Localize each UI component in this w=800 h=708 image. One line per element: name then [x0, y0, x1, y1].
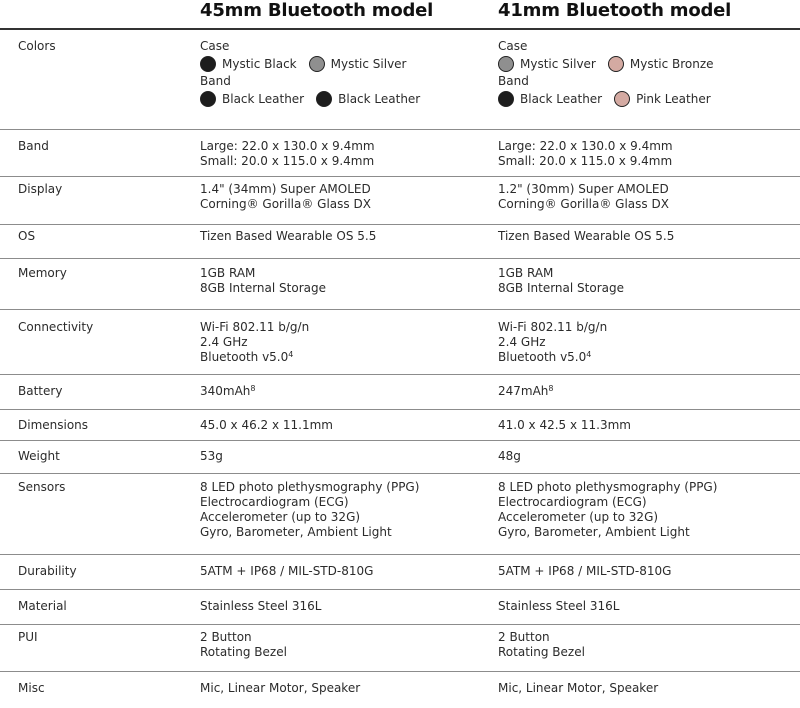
spec-text: 2 Button — [200, 630, 252, 644]
color-name: Mystic Silver — [520, 56, 596, 71]
band-label: Band — [498, 74, 529, 88]
spec-label: Memory — [18, 266, 67, 280]
spec-value-line — [498, 564, 671, 579]
spec-value-line — [200, 630, 287, 645]
spec-value-line — [200, 480, 419, 495]
spec-value-line — [498, 681, 658, 696]
spec-value-model1 — [200, 599, 321, 614]
color-name: Black Leather — [338, 91, 421, 106]
spec-text: 48g — [498, 449, 521, 463]
spec-row-os — [0, 225, 800, 259]
color-name: Mystic Silver — [330, 56, 407, 71]
case-swatches — [200, 54, 432, 74]
spec-value-model2 — [498, 480, 717, 540]
spec-value-line — [200, 139, 375, 154]
color-swatch-icon — [498, 56, 514, 72]
spec-value-line — [200, 681, 360, 696]
spec-row-material — [0, 590, 800, 625]
band-swatches — [498, 89, 726, 109]
color-swatch-icon — [614, 91, 630, 107]
spec-value-model1 — [200, 449, 223, 464]
spec-value-line — [200, 449, 223, 464]
spec-value-model1 — [200, 480, 419, 540]
spec-value-line — [498, 154, 673, 169]
spec-text: Small: 20.0 x 115.0 x 9.4mm — [498, 154, 673, 168]
spec-value-line — [498, 449, 521, 464]
spec-value-model1 — [200, 229, 376, 244]
spec-value-model2 — [498, 681, 658, 696]
spec-text: 5ATM + IP68 / MIL-STD-810G — [498, 564, 672, 578]
spec-text: 340mAh — [200, 384, 251, 398]
spec-value-line — [498, 182, 669, 197]
spec-value-model2 — [498, 182, 669, 212]
spec-row-weight — [0, 441, 800, 474]
spec-text: 1GB RAM — [200, 266, 256, 280]
spec-row-connectivity — [0, 310, 800, 375]
spec-text: Large: 22.0 x 130.0 x 9.4mm — [498, 139, 673, 153]
spec-value-model2 — [498, 418, 631, 433]
spec-value-model2 — [498, 139, 673, 169]
spec-value-model1 — [200, 139, 375, 169]
spec-row-band — [0, 130, 800, 177]
spec-value-line — [200, 384, 256, 399]
spec-value-line — [498, 645, 585, 660]
footnote-marker: 8 — [548, 384, 554, 393]
spec-text: Corning® Gorilla® Glass DX — [498, 197, 669, 211]
spec-value-line — [498, 525, 717, 540]
spec-text: Tizen Based Wearable OS 5.5 — [498, 229, 675, 243]
spec-text: Electrocardiogram (ECG) — [498, 495, 647, 509]
spec-row-durability — [0, 555, 800, 590]
spec-value-model2 — [498, 320, 607, 365]
spec-value-line — [498, 599, 619, 614]
spec-row-pui — [0, 625, 800, 672]
spec-value-line — [498, 630, 585, 645]
spec-label: Colors — [18, 39, 56, 53]
spec-value-line — [498, 495, 717, 510]
color-swatch-icon — [498, 91, 514, 107]
spec-text: 45.0 x 46.2 x 11.1mm — [200, 418, 333, 432]
spec-value-model2 — [498, 564, 671, 579]
spec-value-line — [200, 599, 321, 614]
spec-text: Corning® Gorilla® Glass DX — [200, 197, 371, 211]
spec-value-line — [498, 197, 669, 212]
model-title-45mm: 45mm Bluetooth model — [200, 0, 434, 21]
spec-label: Battery — [18, 384, 63, 398]
spec-value-model2 — [498, 266, 624, 296]
spec-label: Connectivity — [18, 320, 94, 334]
case-label: Case — [200, 39, 230, 53]
footnote-marker: 4 — [288, 350, 294, 359]
spec-text: Wi-Fi 802.11 b/g/n — [200, 320, 310, 334]
spec-text: Stainless Steel 316L — [498, 599, 620, 613]
spec-value-line — [200, 182, 371, 197]
color-option — [614, 91, 711, 107]
color-option — [200, 91, 304, 107]
spec-value-model1 — [200, 418, 333, 433]
spec-text: Bluetooth v5.0 — [498, 350, 587, 364]
spec-text: 2.4 GHz — [200, 335, 248, 349]
spec-text: Rotating Bezel — [498, 645, 585, 659]
spec-value-line — [498, 480, 717, 495]
spec-value-line — [200, 525, 419, 540]
color-swatch-icon — [608, 56, 624, 72]
spec-label: Material — [18, 599, 67, 613]
band-swatches — [200, 89, 432, 109]
spec-text: 1.4" (34mm) Super AMOLED — [200, 182, 371, 196]
case-label: Case — [498, 39, 528, 53]
spec-rows — [0, 130, 800, 708]
spec-label: OS — [18, 229, 36, 243]
spec-table — [0, 30, 800, 708]
spec-text: 8GB Internal Storage — [498, 281, 624, 295]
spec-text: Accelerometer (up to 32G) — [498, 510, 659, 524]
spec-value-model2 — [498, 384, 554, 399]
spec-value-line — [498, 281, 624, 296]
spec-value-line — [498, 139, 673, 154]
color-option — [608, 56, 714, 72]
spec-row-battery — [0, 375, 800, 410]
spec-label: Dimensions — [18, 418, 89, 432]
color-swatch-icon — [200, 56, 216, 72]
spec-value-line — [498, 266, 624, 281]
spec-value-line — [200, 495, 419, 510]
spec-value-line — [200, 418, 333, 433]
spec-value-model2 — [498, 229, 674, 244]
color-option — [316, 91, 420, 107]
color-option — [498, 91, 602, 107]
spec-text: Rotating Bezel — [200, 645, 287, 659]
spec-value-model1 — [200, 681, 360, 696]
spec-value-line — [200, 564, 373, 579]
spec-text: Gyro, Barometer, Ambient Light — [200, 525, 392, 539]
spec-label: Display — [18, 182, 63, 196]
spec-text: 8GB Internal Storage — [200, 281, 326, 295]
footnote-marker: 4 — [586, 350, 592, 359]
spec-value-line — [498, 350, 607, 365]
spec-text: Electrocardiogram (ECG) — [200, 495, 349, 509]
spec-text: Bluetooth v5.0 — [200, 350, 289, 364]
spec-text: 1GB RAM — [498, 266, 554, 280]
spec-text: 41.0 x 42.5 x 11.3mm — [498, 418, 631, 432]
spec-text: Small: 20.0 x 115.0 x 9.4mm — [200, 154, 375, 168]
spec-value-line — [498, 510, 717, 525]
spec-text: 5ATM + IP68 / MIL-STD-810G — [200, 564, 374, 578]
spec-text: 247mAh — [498, 384, 549, 398]
color-option — [200, 56, 297, 72]
spec-text: Accelerometer (up to 32G) — [200, 510, 361, 524]
spec-text: 53g — [200, 449, 223, 463]
color-name: Mystic Black — [222, 56, 297, 71]
spec-text: 8 LED photo plethysmography (PPG) — [200, 480, 420, 494]
spec-value-line — [200, 320, 309, 335]
spec-row-display — [0, 177, 800, 225]
footnote-marker: 8 — [250, 384, 256, 393]
spec-value-line — [498, 320, 607, 335]
spec-label: Misc — [18, 681, 45, 695]
color-name: Black Leather — [222, 91, 305, 106]
spec-value-line — [200, 154, 375, 169]
spec-value-line — [498, 384, 554, 399]
spec-label: Sensors — [18, 480, 66, 494]
spec-value-line — [200, 645, 287, 660]
spec-value-model1 — [200, 182, 371, 212]
spec-value-model2 — [498, 599, 619, 614]
spec-value-model1 — [200, 384, 256, 399]
spec-text: 2.4 GHz — [498, 335, 546, 349]
color-option — [498, 56, 596, 72]
spec-value-line — [200, 197, 371, 212]
spec-value-model1 — [200, 320, 309, 365]
spec-text: 8 LED photo plethysmography (PPG) — [498, 480, 718, 494]
spec-text: Wi-Fi 802.11 b/g/n — [498, 320, 608, 334]
spec-label: Durability — [18, 564, 77, 578]
spec-value-line — [200, 350, 309, 365]
color-name: Mystic Bronze — [629, 56, 714, 71]
spec-text: Tizen Based Wearable OS 5.5 — [200, 229, 377, 243]
spec-value-model1 — [200, 564, 373, 579]
spec-text: Large: 22.0 x 130.0 x 9.4mm — [200, 139, 375, 153]
color-swatch-icon — [309, 56, 325, 72]
spec-value-line — [498, 229, 674, 244]
colors-model2 — [498, 39, 726, 109]
spec-value-line — [200, 281, 326, 296]
spec-value-line — [200, 266, 326, 281]
spec-text: Mic, Linear Motor, Speaker — [200, 681, 361, 695]
spec-value-line — [200, 229, 376, 244]
spec-row-memory — [0, 259, 800, 310]
case-swatches — [498, 54, 726, 74]
color-name: Pink Leather — [636, 91, 711, 106]
spec-value-line — [498, 418, 631, 433]
spec-value-model1 — [200, 266, 326, 296]
spec-text: Gyro, Barometer, Ambient Light — [498, 525, 690, 539]
table-header — [0, 0, 800, 28]
model-title-41mm: 41mm Bluetooth model — [498, 0, 732, 21]
colors-model1 — [200, 39, 432, 109]
spec-row-colors — [0, 30, 800, 130]
spec-row-dimensions — [0, 410, 800, 441]
color-swatch-icon — [316, 91, 332, 107]
spec-text: 2 Button — [498, 630, 550, 644]
spec-value-model2 — [498, 449, 521, 464]
color-option — [309, 56, 407, 72]
spec-text: Stainless Steel 316L — [200, 599, 322, 613]
spec-value-line — [200, 510, 419, 525]
spec-label: Weight — [18, 449, 60, 463]
spec-text: Mic, Linear Motor, Speaker — [498, 681, 659, 695]
spec-value-line — [498, 335, 607, 350]
spec-row-sensors — [0, 474, 800, 555]
spec-label: Band — [18, 139, 49, 153]
spec-label: PUI — [18, 630, 38, 644]
spec-value-model1 — [200, 630, 287, 660]
spec-value-line — [200, 335, 309, 350]
color-name: Black Leather — [520, 91, 603, 106]
spec-text: 1.2" (30mm) Super AMOLED — [498, 182, 669, 196]
spec-value-model2 — [498, 630, 585, 660]
color-swatch-icon — [200, 91, 216, 107]
band-label: Band — [200, 74, 231, 88]
